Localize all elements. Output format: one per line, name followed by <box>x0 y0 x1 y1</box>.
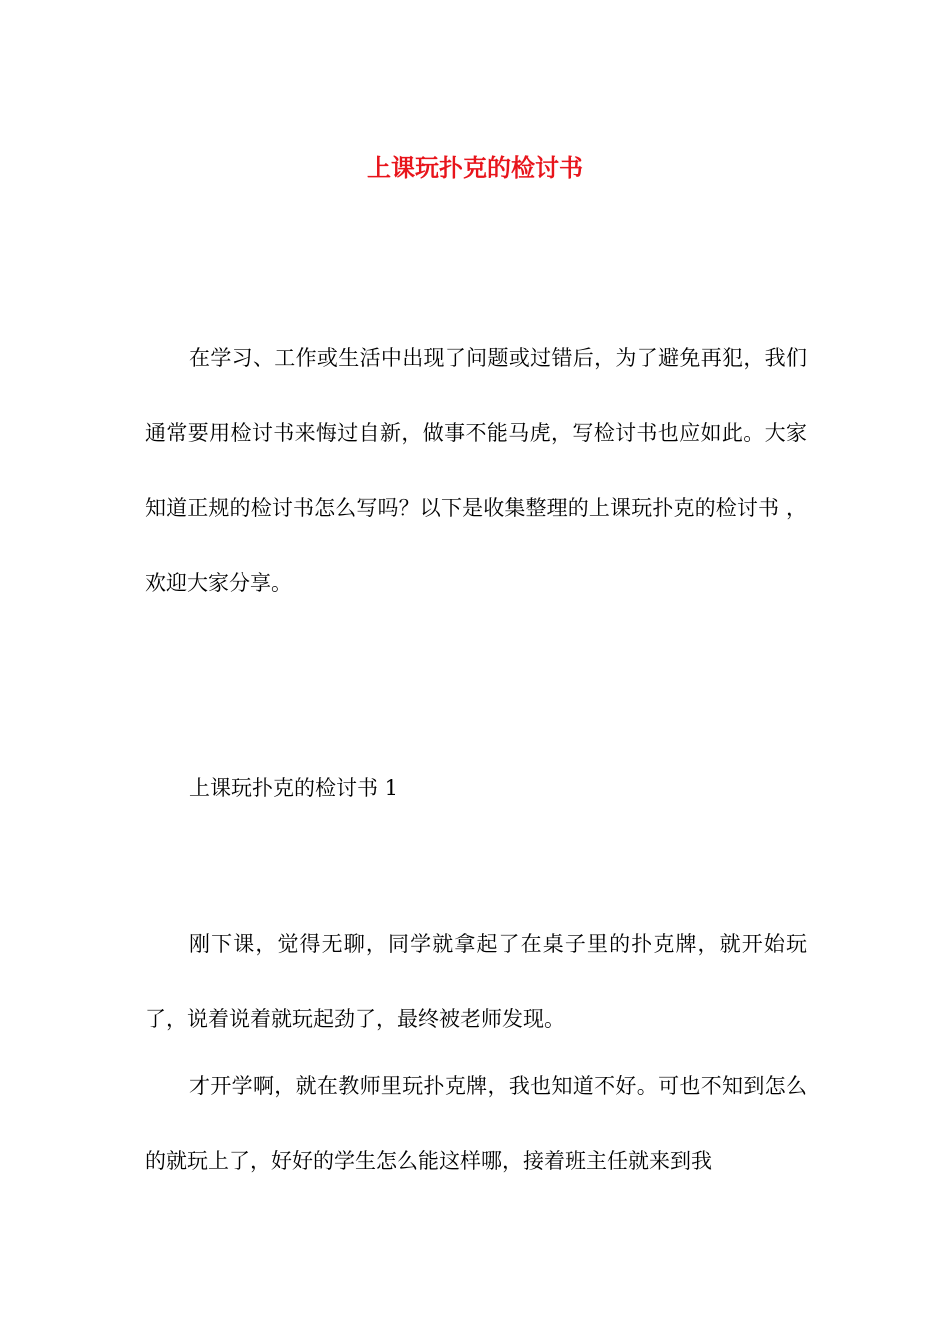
document-title: 上课玩扑克的检讨书 <box>367 153 583 183</box>
body-paragraph-1: 刚下课，觉得无聊，同学就拿起了在桌子里的扑克牌，就开始玩了，说着说着就玩起劲了，最终被老师发现。 <box>145 932 807 1031</box>
intro-paragraph: 在学习、工作或生活中出现了问题或过错后，为了避免再犯，我们通常要用检讨书来悔过自新，做事不能马虎，写检讨书也应如此。大家知道正规的检讨书怎么写吗？以下是收集整理的上课玩扑克的检讨书 ，欢迎大家分享。 <box>145 346 807 595</box>
section-heading: 上课玩扑克的检讨书 1 <box>189 776 399 800</box>
body-paragraph-2: 才开学啊，就在教师里玩扑克牌，我也知道不好。可也不知到怎么的就玩上了，好好的学生怎么能这样哪，接着班主任就来到我 <box>145 1074 807 1173</box>
